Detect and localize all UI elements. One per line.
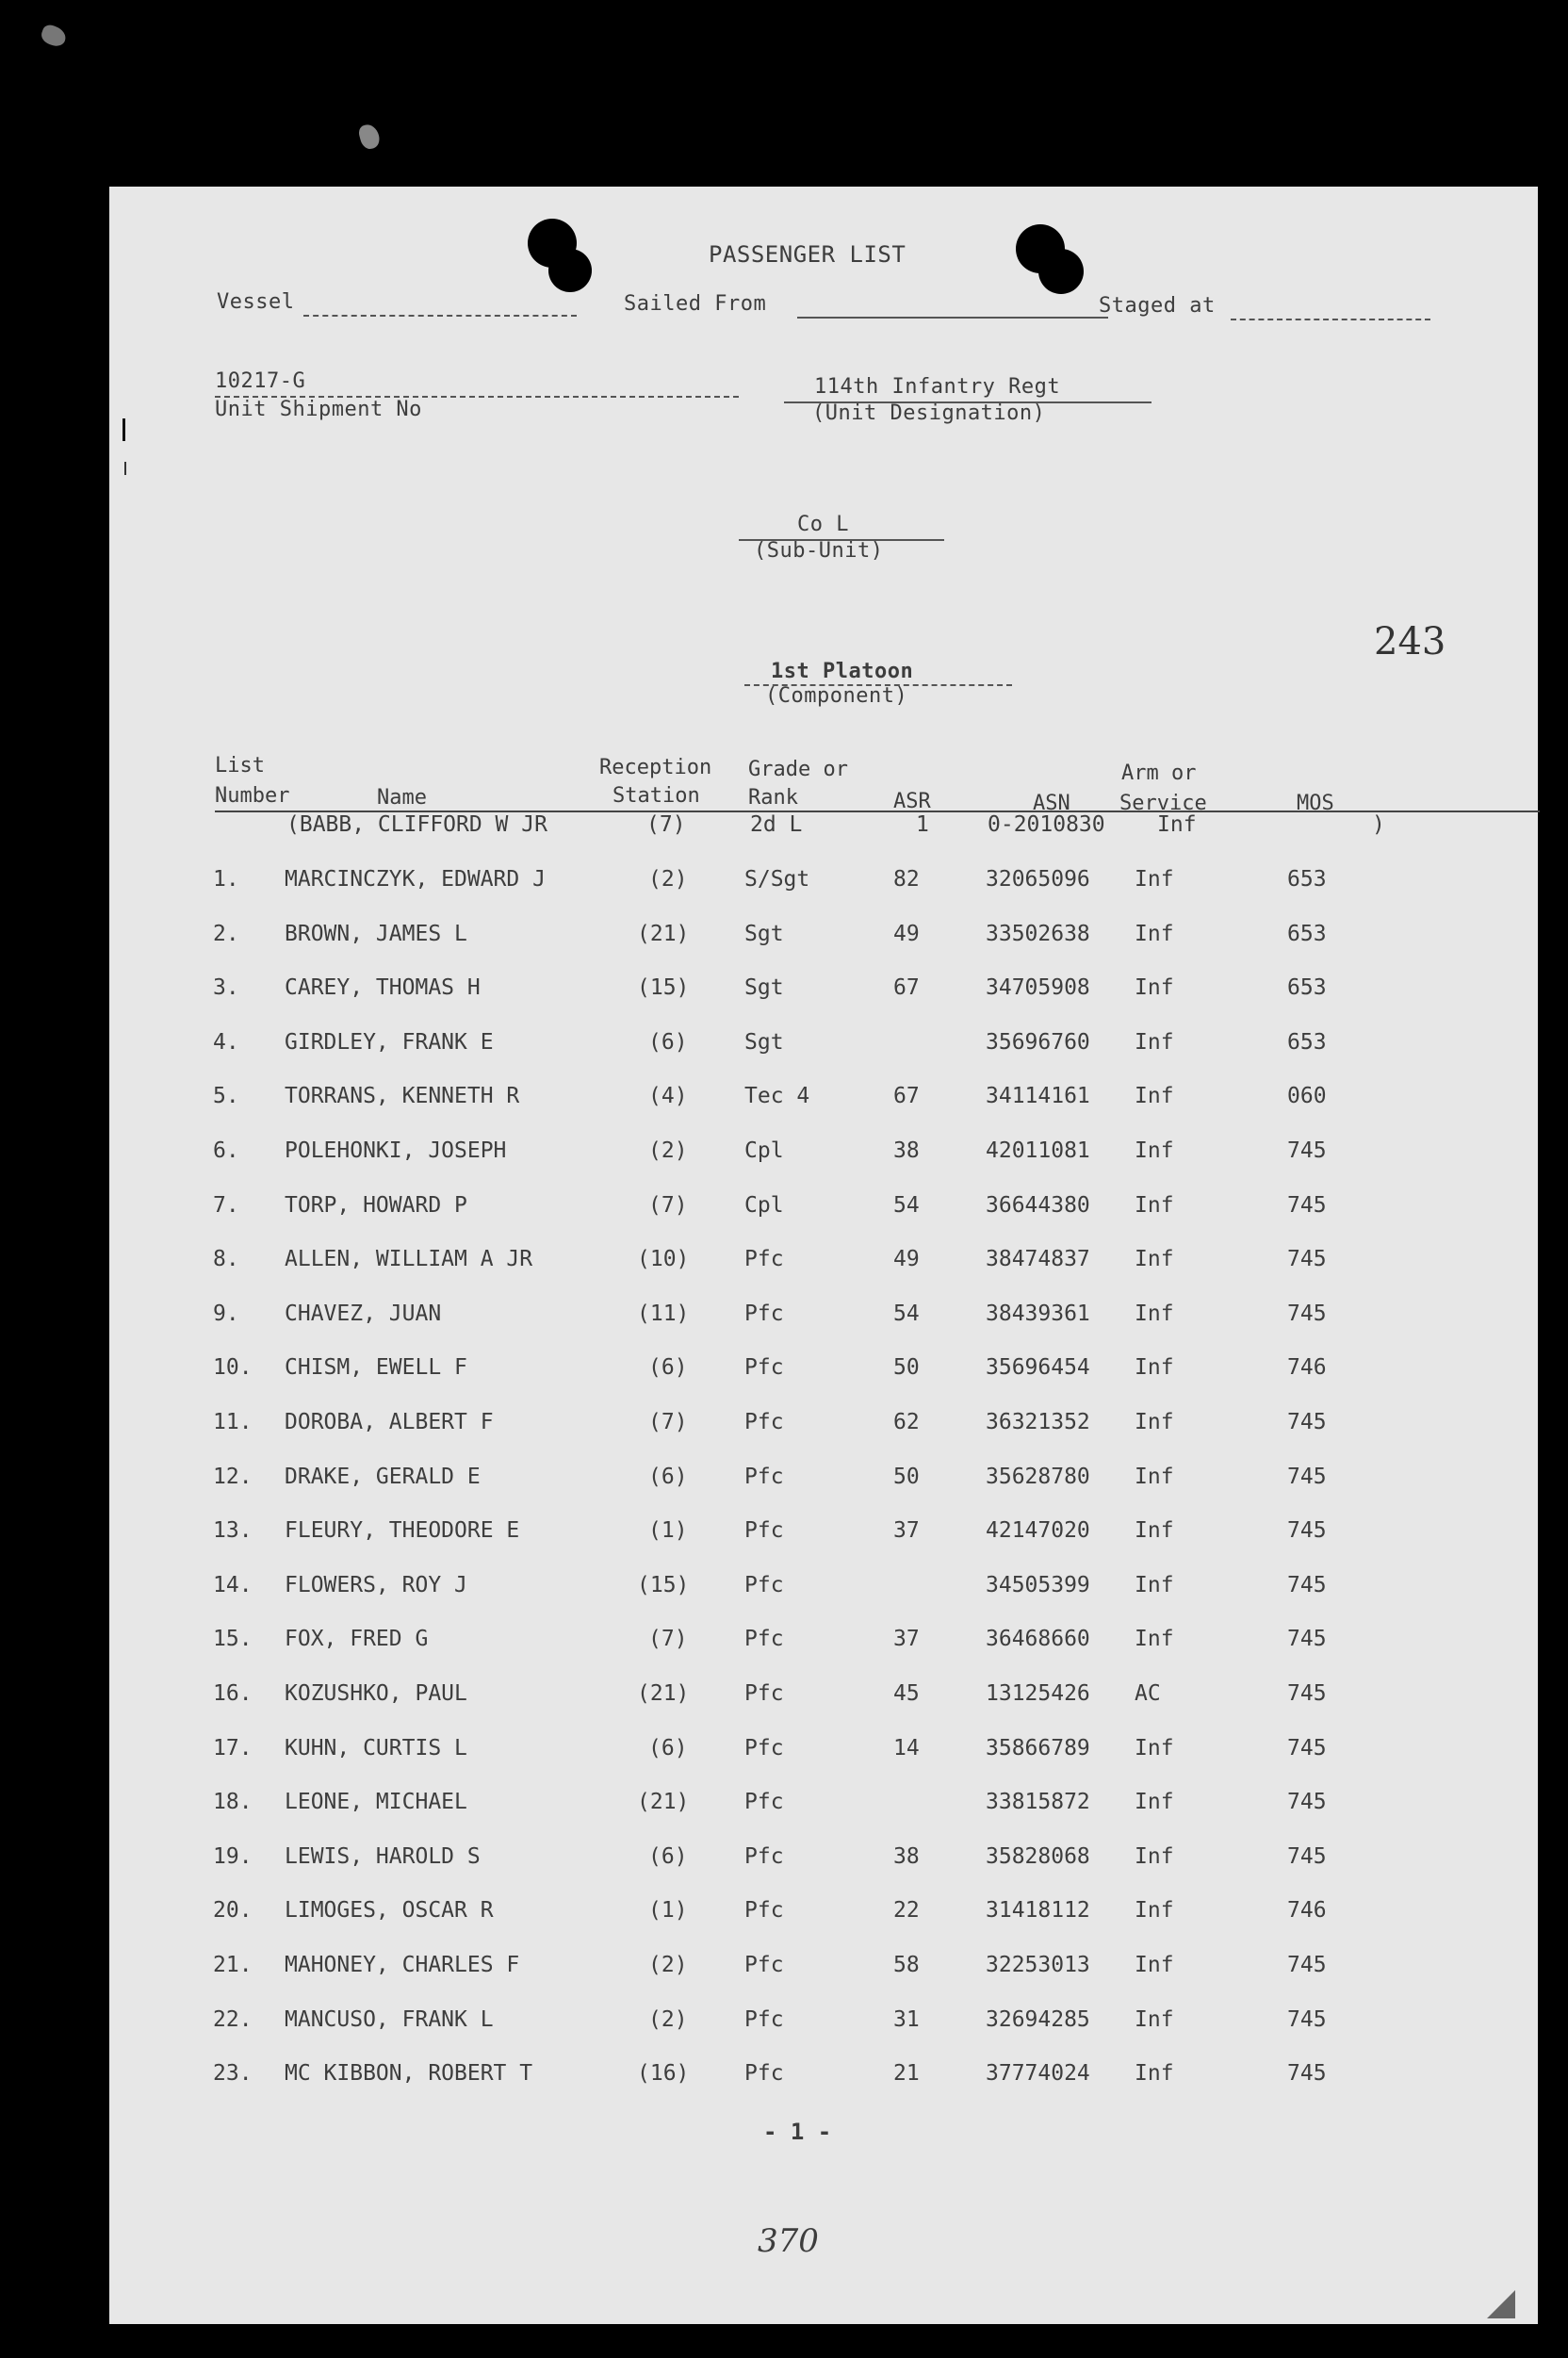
table-row <box>109 1247 1538 1285</box>
table-row <box>109 1898 1538 1936</box>
row-name: FLEURY, THEODORE E <box>285 1518 520 1543</box>
row-asr: 54 <box>893 1302 920 1326</box>
row-grade: Pfc <box>744 1627 784 1651</box>
row-grade: Pfc <box>744 1573 784 1597</box>
row-asn: 32065096 <box>986 867 1090 892</box>
col-asn: ASN <box>1033 792 1070 815</box>
table-row <box>109 1953 1538 1990</box>
row-arm: Inf <box>1135 1844 1174 1869</box>
row-grade: Pfc <box>744 1302 784 1326</box>
table-row <box>109 867 1538 905</box>
row-mos: 745 <box>1287 1790 1327 1814</box>
row-asn: 34114161 <box>986 1084 1090 1108</box>
col-grade-2: Rank <box>748 786 798 810</box>
row-asr: 22 <box>893 1898 920 1923</box>
row-number: 15. <box>213 1627 253 1651</box>
table-row <box>109 1627 1538 1664</box>
row-name: ALLEN, WILLIAM A JR <box>285 1247 533 1271</box>
row-arm: Inf <box>1135 1355 1174 1380</box>
row-grade: Pfc <box>744 2061 784 2086</box>
row-mos: 745 <box>1287 2061 1327 2086</box>
row-mos: 745 <box>1287 1736 1327 1760</box>
table-row <box>109 975 1538 1013</box>
sailed-from-field <box>797 315 1108 319</box>
row-number: 17. <box>213 1736 253 1760</box>
row-number: 8. <box>213 1247 239 1271</box>
scan-smudge <box>357 123 382 151</box>
row-asr: 37 <box>893 1627 920 1651</box>
row-name: CHAVEZ, JUAN <box>285 1302 442 1326</box>
table-row <box>109 2061 1538 2099</box>
row-name: BROWN, JAMES L <box>285 922 467 946</box>
unit-shipment-label: Unit Shipment No <box>215 398 422 421</box>
row-arm: Inf <box>1135 1084 1174 1108</box>
row-grade: Pfc <box>744 1790 784 1814</box>
officer-reception: (7) <box>646 812 686 837</box>
col-reception-2: Station <box>612 784 700 808</box>
row-asn: 35696454 <box>986 1355 1090 1380</box>
row-mos: 746 <box>1287 1898 1327 1923</box>
vessel-field <box>303 313 577 317</box>
table-row <box>109 1138 1538 1176</box>
row-arm: Inf <box>1135 975 1174 1000</box>
col-mos: MOS <box>1297 792 1334 815</box>
row-reception: (6) <box>648 1736 688 1760</box>
col-arm-2: Service <box>1119 792 1207 815</box>
row-arm: Inf <box>1135 1518 1174 1543</box>
table-row <box>109 1193 1538 1231</box>
row-name: CHISM, EWELL F <box>285 1355 467 1380</box>
row-mos: 745 <box>1287 1302 1327 1326</box>
col-asr: ASR <box>893 790 931 813</box>
row-asn: 32253013 <box>986 1953 1090 1977</box>
row-asr: 14 <box>893 1736 920 1760</box>
component-label: (Component) <box>765 684 908 708</box>
row-asr: 58 <box>893 1953 920 1977</box>
row-grade: Sgt <box>744 975 784 1000</box>
row-asn: 34505399 <box>986 1573 1090 1597</box>
row-asr: 67 <box>893 975 920 1000</box>
row-grade: S/Sgt <box>744 867 810 892</box>
row-grade: Tec 4 <box>744 1084 810 1108</box>
page-title: PASSENGER LIST <box>709 241 906 268</box>
row-mos: 653 <box>1287 975 1327 1000</box>
row-number: 13. <box>213 1518 253 1543</box>
staged-at-label: Staged at <box>1099 294 1216 318</box>
row-reception: (4) <box>648 1084 688 1108</box>
row-reception: (21) <box>637 922 690 946</box>
sub-unit-value: Co L <box>797 513 849 536</box>
table-row <box>109 1681 1538 1719</box>
row-arm: Inf <box>1135 922 1174 946</box>
row-name: FOX, FRED G <box>285 1627 429 1651</box>
row-reception: (7) <box>648 1193 688 1218</box>
row-reception: (2) <box>648 1138 688 1163</box>
row-grade: Sgt <box>744 922 784 946</box>
table-row <box>109 1736 1538 1774</box>
row-name: LEONE, MICHAEL <box>285 1790 467 1814</box>
row-name: MAHONEY, CHARLES F <box>285 1953 520 1977</box>
row-name: POLEHONKI, JOSEPH <box>285 1138 507 1163</box>
row-asn: 37774024 <box>986 2061 1090 2086</box>
row-arm: Inf <box>1135 2061 1174 2086</box>
row-asn: 38439361 <box>986 1302 1090 1326</box>
folded-corner <box>1487 2290 1515 2318</box>
row-name: FLOWERS, ROY J <box>285 1573 467 1597</box>
row-number: 19. <box>213 1844 253 1869</box>
unit-designation-label: (Unit Designation) <box>812 401 1046 425</box>
officer-close-paren: ) <box>1372 812 1385 837</box>
row-asn: 36644380 <box>986 1193 1090 1218</box>
row-reception: (7) <box>648 1627 688 1651</box>
row-name: DOROBA, ALBERT F <box>285 1410 494 1434</box>
row-mos: 745 <box>1287 1247 1327 1271</box>
row-mos: 653 <box>1287 867 1327 892</box>
row-reception: (6) <box>648 1030 688 1055</box>
row-asn: 33815872 <box>986 1790 1090 1814</box>
row-name: MARCINCZYK, EDWARD J <box>285 867 546 892</box>
row-grade: Cpl <box>744 1193 784 1218</box>
table-row <box>109 1030 1538 1068</box>
row-asr: 31 <box>893 2007 920 2032</box>
row-asr: 62 <box>893 1410 920 1434</box>
row-number: 21. <box>213 1953 253 1977</box>
row-name: MC KIBBON, ROBERT T <box>285 2061 533 2086</box>
row-arm: Inf <box>1135 1898 1174 1923</box>
row-number: 14. <box>213 1573 253 1597</box>
row-name: KOZUSHKO, PAUL <box>285 1681 467 1706</box>
row-asr: 49 <box>893 1247 920 1271</box>
table-row <box>109 1084 1538 1122</box>
row-grade: Pfc <box>744 1681 784 1706</box>
row-grade: Pfc <box>744 1247 784 1271</box>
row-arm: Inf <box>1135 867 1174 892</box>
row-grade: Sgt <box>744 1030 784 1055</box>
table-row <box>109 1573 1538 1611</box>
row-name: TORRANS, KENNETH R <box>285 1084 520 1108</box>
row-name: GIRDLEY, FRANK E <box>285 1030 494 1055</box>
col-arm: Arm or <box>1121 761 1197 785</box>
row-number: 7. <box>213 1193 239 1218</box>
row-arm: Inf <box>1135 1736 1174 1760</box>
component-value: 1st Platoon <box>771 660 914 683</box>
row-mos: 745 <box>1287 1573 1327 1597</box>
row-reception: (2) <box>648 867 688 892</box>
row-mos: 745 <box>1287 1410 1327 1434</box>
row-mos: 745 <box>1287 1138 1327 1163</box>
row-reception: (21) <box>637 1681 690 1706</box>
row-reception: (16) <box>637 2061 690 2086</box>
row-reception: (10) <box>637 1247 690 1271</box>
row-asr: 45 <box>893 1681 920 1706</box>
table-row <box>109 922 1538 959</box>
row-asn: 42147020 <box>986 1518 1090 1543</box>
row-mos: 653 <box>1287 922 1327 946</box>
punch-hole-left-2 <box>548 249 592 292</box>
row-reception: (6) <box>648 1355 688 1380</box>
row-mos: 745 <box>1287 1465 1327 1489</box>
row-asn: 34705908 <box>986 975 1090 1000</box>
row-number: 6. <box>213 1138 239 1163</box>
row-asn: 36321352 <box>986 1410 1090 1434</box>
vessel-label: Vessel <box>217 290 295 314</box>
row-asn: 36468660 <box>986 1627 1090 1651</box>
row-asr: 67 <box>893 1084 920 1108</box>
row-name: CAREY, THOMAS H <box>285 975 481 1000</box>
row-reception: (1) <box>648 1518 688 1543</box>
row-mos: 745 <box>1287 1953 1327 1977</box>
sailed-from-label: Sailed From <box>624 292 767 316</box>
row-grade: Pfc <box>744 1898 784 1923</box>
row-mos: 745 <box>1287 1844 1327 1869</box>
punch-hole-right-2 <box>1038 249 1084 294</box>
row-reception: (2) <box>648 2007 688 2032</box>
handwritten-number: 370 <box>758 2222 819 2260</box>
row-number: 18. <box>213 1790 253 1814</box>
row-grade: Pfc <box>744 1953 784 1977</box>
table-row <box>109 1790 1538 1827</box>
row-grade: Pfc <box>744 1355 784 1380</box>
row-reception: (1) <box>648 1898 688 1923</box>
row-name: DRAKE, GERALD E <box>285 1465 481 1489</box>
row-number: 12. <box>213 1465 253 1489</box>
row-mos: 746 <box>1287 1355 1327 1380</box>
row-number: 22. <box>213 2007 253 2032</box>
row-asr: 38 <box>893 1844 920 1869</box>
officer-name: (BABB, CLIFFORD W JR <box>286 812 547 837</box>
row-asr: 54 <box>893 1193 920 1218</box>
unit-designation-value: 114th Infantry Regt <box>814 375 1061 399</box>
page-number: - 1 - <box>763 2119 832 2145</box>
officer-row <box>109 812 1538 850</box>
row-number: 20. <box>213 1898 253 1923</box>
row-number: 11. <box>213 1410 253 1434</box>
officer-asr: 1 <box>916 812 929 837</box>
row-reception: (6) <box>648 1844 688 1869</box>
row-grade: Cpl <box>744 1138 784 1163</box>
row-mos: 745 <box>1287 1518 1327 1543</box>
row-arm: Inf <box>1135 1627 1174 1651</box>
col-name: Name <box>377 786 427 810</box>
row-asn: 35828068 <box>986 1844 1090 1869</box>
table-row <box>109 1518 1538 1556</box>
row-arm: Inf <box>1135 1138 1174 1163</box>
row-number: 9. <box>213 1302 239 1326</box>
row-arm: Inf <box>1135 1247 1174 1271</box>
row-grade: Pfc <box>744 1844 784 1869</box>
row-number: 5. <box>213 1084 239 1108</box>
row-mos: 745 <box>1287 2007 1327 2032</box>
row-number: 3. <box>213 975 239 1000</box>
row-asr: 49 <box>893 922 920 946</box>
document-page <box>109 187 1538 2324</box>
row-mos: 745 <box>1287 1681 1327 1706</box>
table-row <box>109 1355 1538 1393</box>
row-mos: 060 <box>1287 1084 1327 1108</box>
row-asr: 50 <box>893 1355 920 1380</box>
row-asr: 21 <box>893 2061 920 2086</box>
unit-shipment-value: 10217-G <box>215 369 306 393</box>
row-reception: (6) <box>648 1465 688 1489</box>
row-number: 10. <box>213 1355 253 1380</box>
row-asr: 37 <box>893 1518 920 1543</box>
row-asr: 50 <box>893 1465 920 1489</box>
row-reception: (15) <box>637 975 690 1000</box>
row-mos: 745 <box>1287 1627 1327 1651</box>
row-grade: Pfc <box>744 1465 784 1489</box>
row-arm: Inf <box>1135 1030 1174 1055</box>
row-name: KUHN, CURTIS L <box>285 1736 467 1760</box>
table-row <box>109 1465 1538 1502</box>
row-asn: 13125426 <box>986 1681 1090 1706</box>
row-grade: Pfc <box>744 1518 784 1543</box>
row-arm: AC <box>1135 1681 1161 1706</box>
row-reception: (15) <box>637 1573 690 1597</box>
row-asn: 42011081 <box>986 1138 1090 1163</box>
row-asn: 35628780 <box>986 1465 1090 1489</box>
row-mos: 745 <box>1287 1193 1327 1218</box>
row-name: TORP, HOWARD P <box>285 1193 467 1218</box>
col-grade: Grade or <box>748 758 848 781</box>
scan-smudge <box>39 23 68 49</box>
row-name: LIMOGES, OSCAR R <box>285 1898 494 1923</box>
margin-mark <box>124 462 126 475</box>
row-reception: (21) <box>637 1790 690 1814</box>
row-number: 16. <box>213 1681 253 1706</box>
col-list-number-2: Number <box>215 784 290 808</box>
row-arm: Inf <box>1135 1193 1174 1218</box>
row-number: 2. <box>213 922 239 946</box>
page-stamp: 243 <box>1374 620 1446 663</box>
staged-at-field <box>1231 317 1430 320</box>
row-grade: Pfc <box>744 1736 784 1760</box>
row-reception: (2) <box>648 1953 688 1977</box>
row-arm: Inf <box>1135 1573 1174 1597</box>
row-asr: 82 <box>893 867 920 892</box>
row-number: 1. <box>213 867 239 892</box>
row-asn: 38474837 <box>986 1247 1090 1271</box>
row-grade: Pfc <box>744 2007 784 2032</box>
row-arm: Inf <box>1135 1790 1174 1814</box>
row-asn: 32694285 <box>986 2007 1090 2032</box>
row-reception: (11) <box>637 1302 690 1326</box>
margin-mark <box>122 418 125 441</box>
table-row <box>109 1410 1538 1448</box>
table-row <box>109 1302 1538 1339</box>
row-reception: (7) <box>648 1410 688 1434</box>
row-arm: Inf <box>1135 1410 1174 1434</box>
col-reception: Reception <box>599 756 712 779</box>
sub-unit-label: (Sub-Unit) <box>754 539 884 563</box>
row-mos: 653 <box>1287 1030 1327 1055</box>
row-name: LEWIS, HAROLD S <box>285 1844 481 1869</box>
row-name: MANCUSO, FRANK L <box>285 2007 494 2032</box>
row-number: 4. <box>213 1030 239 1055</box>
row-asr: 38 <box>893 1138 920 1163</box>
officer-arm: Inf <box>1157 812 1197 837</box>
row-asn: 35696760 <box>986 1030 1090 1055</box>
table-row <box>109 1844 1538 1882</box>
officer-asn: 0-2010830 <box>988 812 1105 837</box>
row-grade: Pfc <box>744 1410 784 1434</box>
row-arm: Inf <box>1135 1465 1174 1489</box>
officer-grade: 2d L <box>750 812 803 837</box>
row-arm: Inf <box>1135 1302 1174 1326</box>
row-arm: Inf <box>1135 2007 1174 2032</box>
row-asn: 33502638 <box>986 922 1090 946</box>
row-number: 23. <box>213 2061 253 2086</box>
col-list-number: List <box>215 754 265 778</box>
row-asn: 35866789 <box>986 1736 1090 1760</box>
row-arm: Inf <box>1135 1953 1174 1977</box>
table-row <box>109 2007 1538 2045</box>
row-asn: 31418112 <box>986 1898 1090 1923</box>
